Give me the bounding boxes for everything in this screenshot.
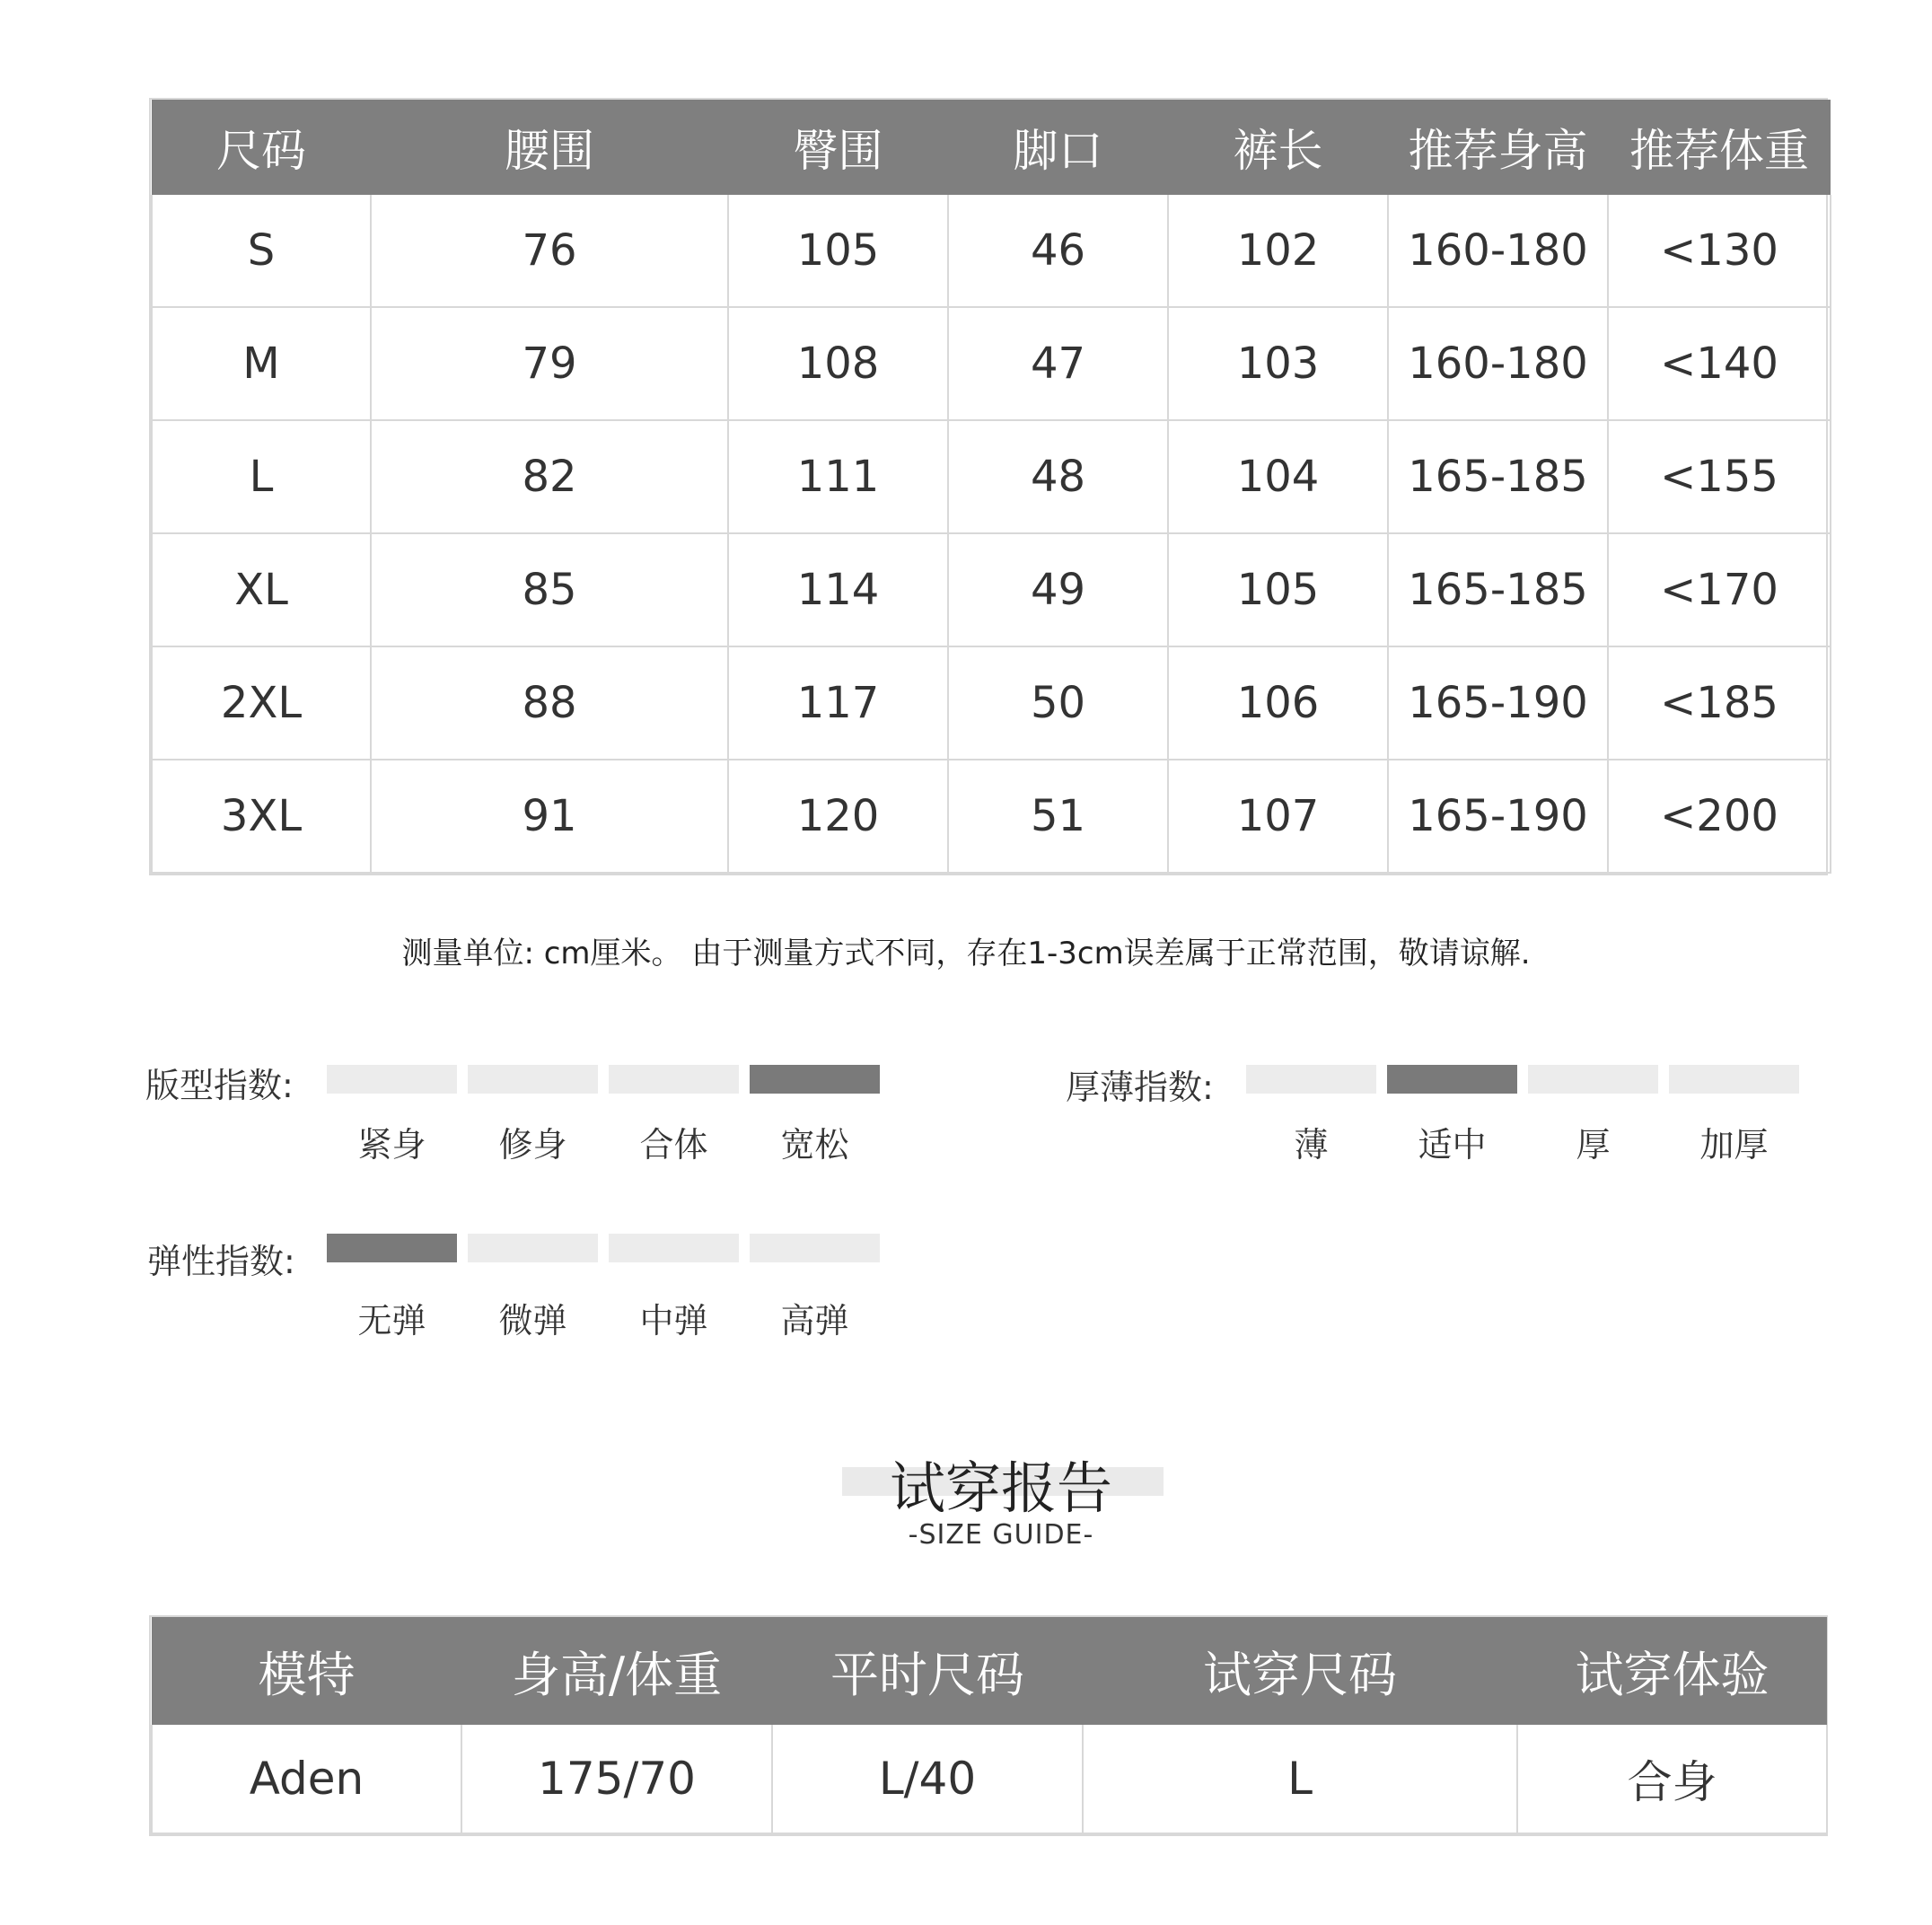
header-model: 模特 <box>152 1617 461 1725</box>
fit-option-label: 紧身 <box>357 1125 426 1165</box>
table-row <box>152 760 1831 873</box>
thickness-option-label: 适中 <box>1418 1125 1487 1165</box>
fit-option-label: 修身 <box>498 1125 567 1165</box>
fit-bar <box>609 1065 739 1094</box>
fit-bar <box>468 1065 598 1094</box>
table-cell: <140 <box>1608 307 1831 420</box>
header-leg-opening: 脚口 <box>948 100 1168 195</box>
fit-bar <box>327 1065 457 1094</box>
table-cell: 117 <box>728 646 948 760</box>
table-cell: 85 <box>371 533 728 646</box>
table-cell: 3XL <box>152 760 371 873</box>
size-chart-table <box>149 98 1828 875</box>
fit-index-options <box>327 1117 880 1166</box>
table-cell: <200 <box>1608 760 1831 873</box>
table-cell: 160-180 <box>1388 195 1608 307</box>
table-row <box>152 646 1831 760</box>
table-cell: 111 <box>728 420 948 533</box>
header-size: 尺码 <box>152 100 371 195</box>
table-cell: L <box>152 420 371 533</box>
table-cell: 106 <box>1168 646 1388 760</box>
table-cell: 合身 <box>1517 1725 1827 1833</box>
fit-index-label: 版型指数: <box>145 1066 294 1105</box>
table-cell: 120 <box>728 760 948 873</box>
thickness-index-options <box>1246 1117 1799 1166</box>
table-cell: <185 <box>1608 646 1831 760</box>
table-cell: 49 <box>948 533 1168 646</box>
table-cell: 76 <box>371 195 728 307</box>
header-height: 推荐身高 <box>1388 100 1608 195</box>
table-row <box>152 420 1831 533</box>
elasticity-bar <box>468 1234 598 1262</box>
report-header-row <box>152 1617 1827 1725</box>
table-cell: L/40 <box>772 1725 1083 1833</box>
elasticity-option-label: 中弹 <box>639 1301 708 1340</box>
elasticity-index-label: 弹性指数: <box>147 1242 295 1281</box>
elasticity-option-label: 微弹 <box>498 1301 567 1340</box>
table-cell: 165-185 <box>1388 533 1608 646</box>
table-row <box>152 1725 1827 1833</box>
table-cell: S <box>152 195 371 307</box>
table-cell: 105 <box>1168 533 1388 646</box>
table-cell: 175/70 <box>461 1725 772 1833</box>
elasticity-bar <box>327 1234 457 1262</box>
elasticity-option-label: 无弹 <box>357 1301 426 1340</box>
table-cell: 82 <box>371 420 728 533</box>
table-cell: 107 <box>1168 760 1388 873</box>
thickness-bar <box>1669 1065 1799 1094</box>
elasticity-index-bars <box>327 1234 880 1262</box>
table-cell: 165-190 <box>1388 760 1608 873</box>
table-cell: 46 <box>948 195 1168 307</box>
header-tried-size: 试穿尺码 <box>1083 1617 1517 1725</box>
table-cell: 51 <box>948 760 1168 873</box>
thickness-index-label: 厚薄指数: <box>1066 1068 1214 1107</box>
header-waist: 腰围 <box>371 100 728 195</box>
size-table-header-row <box>152 100 1831 195</box>
fit-bar <box>750 1065 880 1094</box>
table-cell: 88 <box>371 646 728 760</box>
header-length: 裤长 <box>1168 100 1388 195</box>
table-cell: Aden <box>152 1725 461 1833</box>
header-usual-size: 平时尺码 <box>772 1617 1083 1725</box>
elasticity-bar <box>609 1234 739 1262</box>
header-hip: 臀围 <box>728 100 948 195</box>
table-cell: 105 <box>728 195 948 307</box>
table-row <box>152 307 1831 420</box>
thickness-option-label: 厚 <box>1576 1125 1611 1165</box>
thickness-bar <box>1528 1065 1658 1094</box>
header-experience: 试穿体验 <box>1517 1617 1827 1725</box>
table-row <box>152 533 1831 646</box>
header-height-weight: 身高/体重 <box>461 1617 772 1725</box>
table-cell: L <box>1083 1725 1517 1833</box>
table-cell: <155 <box>1608 420 1831 533</box>
table-cell: 165-190 <box>1388 646 1608 760</box>
table-cell: 114 <box>728 533 948 646</box>
table-row <box>152 195 1831 307</box>
elasticity-index-options <box>327 1293 880 1342</box>
table-cell: 2XL <box>152 646 371 760</box>
table-cell: 48 <box>948 420 1168 533</box>
thickness-bar <box>1387 1065 1517 1094</box>
fit-index-bars <box>327 1065 880 1094</box>
thickness-option-label: 薄 <box>1294 1125 1329 1165</box>
table-cell: 103 <box>1168 307 1388 420</box>
fit-option-label: 合体 <box>639 1125 708 1165</box>
fit-option-label: 宽松 <box>780 1125 849 1165</box>
header-weight: 推荐体重 <box>1608 100 1831 195</box>
table-cell: 102 <box>1168 195 1388 307</box>
try-on-report-table <box>149 1615 1828 1836</box>
table-cell: 91 <box>371 760 728 873</box>
table-cell: 165-185 <box>1388 420 1608 533</box>
table-cell: 108 <box>728 307 948 420</box>
elasticity-bar <box>750 1234 880 1262</box>
table-cell: 47 <box>948 307 1168 420</box>
report-subtitle: -SIZE GUIDE- <box>908 1519 1094 1551</box>
table-cell: 79 <box>371 307 728 420</box>
thickness-index-bars <box>1246 1065 1799 1094</box>
table-cell: M <box>152 307 371 420</box>
table-cell: 104 <box>1168 420 1388 533</box>
thickness-bar <box>1246 1065 1376 1094</box>
report-title: 试穿报告 <box>889 1455 1112 1521</box>
table-cell: <170 <box>1608 533 1831 646</box>
measurement-note: 测量单位: cm厘米。 由于测量方式不同，存在1-3cm误差属于正常范围，敬请谅解. <box>401 936 1531 971</box>
thickness-option-label: 加厚 <box>1699 1125 1769 1165</box>
table-cell: 160-180 <box>1388 307 1608 420</box>
table-cell: 50 <box>948 646 1168 760</box>
table-cell: <130 <box>1608 195 1831 307</box>
table-cell: XL <box>152 533 371 646</box>
elasticity-option-label: 高弹 <box>780 1301 849 1340</box>
